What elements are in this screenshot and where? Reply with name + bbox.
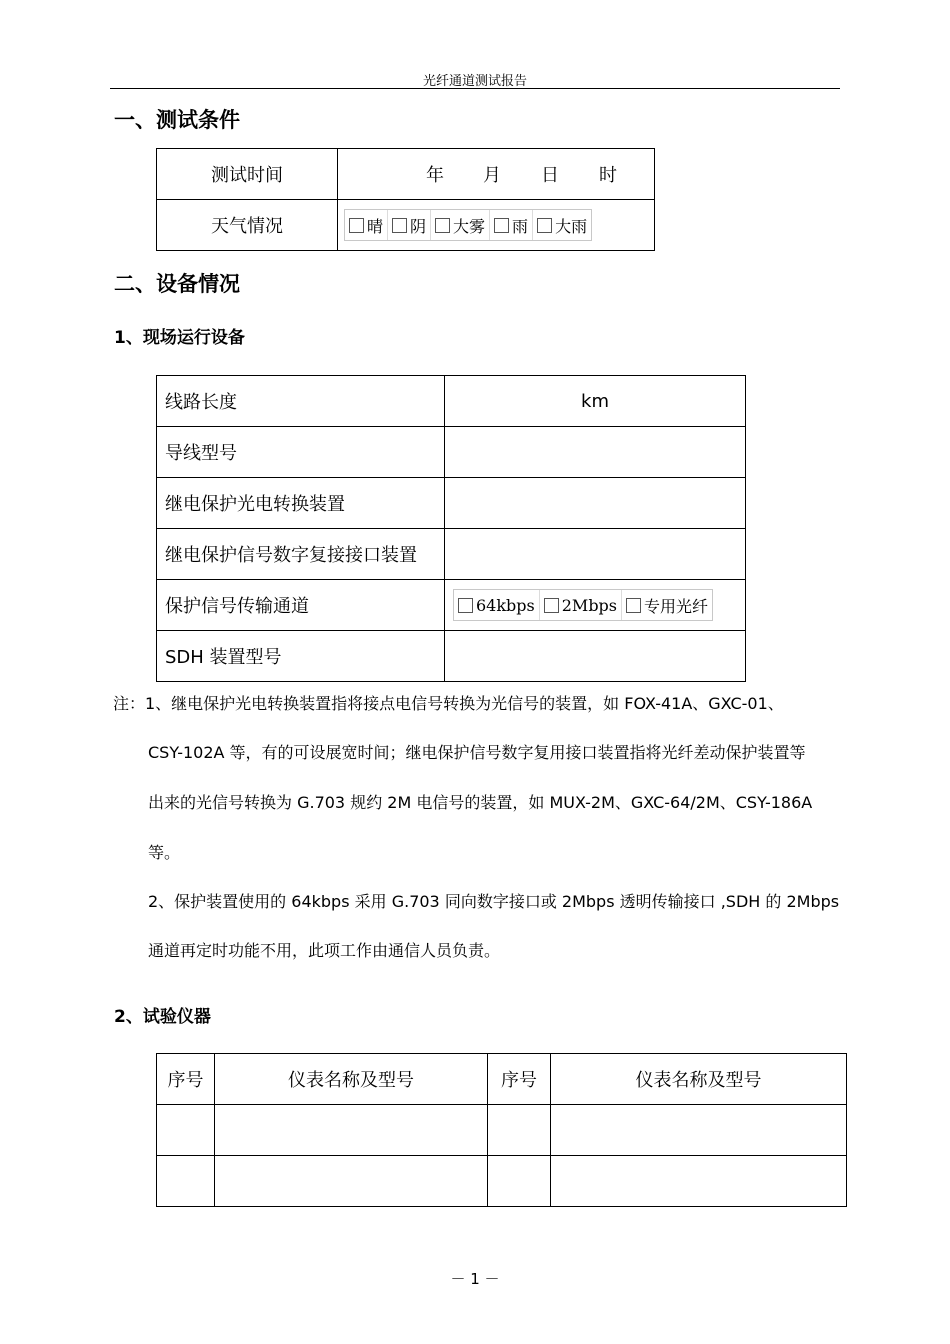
page-header-title: 光纤通道测试报告 bbox=[422, 74, 527, 89]
weather-option-sunny[interactable]: 晴 bbox=[345, 210, 388, 240]
weather-label: 天气情况 bbox=[157, 200, 338, 251]
note-2-line-2: 通道再定时功能不用，此项工作由通信人员负责。 bbox=[148, 941, 501, 960]
section-1-heading: 一、测试条件 bbox=[114, 108, 240, 132]
cell[interactable] bbox=[551, 1156, 847, 1207]
test-time-label: 测试时间 bbox=[157, 149, 338, 200]
checkbox-icon bbox=[537, 218, 552, 233]
row-label-channel: 保护信号传输通道 bbox=[157, 580, 445, 631]
cell[interactable] bbox=[551, 1105, 847, 1156]
unit-year: 年 bbox=[426, 165, 444, 186]
row-value-digital-interface[interactable] bbox=[445, 529, 746, 580]
unit-month: 月 bbox=[483, 165, 501, 186]
row-value-channel bbox=[445, 580, 746, 631]
col-header-no-1: 序号 bbox=[157, 1054, 215, 1105]
col-header-name-1: 仪表名称及型号 bbox=[215, 1054, 488, 1105]
channel-option-fiber[interactable]: 专用光纤 bbox=[622, 590, 712, 620]
weather-options bbox=[344, 209, 592, 241]
note-1-line-1: 注：1、继电保护光电转换装置指将接点电信号转换为光信号的装置，如 FOX-41A、GXC-01、 bbox=[113, 694, 784, 713]
channel-options bbox=[453, 589, 713, 621]
row-value-line-length[interactable]: km bbox=[445, 376, 746, 427]
test-time-value[interactable] bbox=[338, 149, 655, 200]
channel-option-64kbps[interactable]: 64kbps bbox=[454, 590, 540, 620]
weather-option-rain[interactable]: 雨 bbox=[490, 210, 533, 240]
channel-option-2mbps[interactable]: 2Mbps bbox=[540, 590, 622, 620]
row-label-digital-interface: 继电保护信号数字复接接口装置 bbox=[157, 529, 445, 580]
checkbox-icon bbox=[544, 598, 559, 613]
sub-1-heading: 1、现场运行设备 bbox=[114, 328, 245, 348]
cell[interactable] bbox=[157, 1105, 215, 1156]
row-label-converter: 继电保护光电转换装置 bbox=[157, 478, 445, 529]
page-number: － 1 － bbox=[450, 1270, 500, 1288]
row-value-converter[interactable] bbox=[445, 478, 746, 529]
section-2-heading: 二、设备情况 bbox=[114, 272, 240, 296]
unit-day: 日 bbox=[541, 165, 559, 186]
note-1-line-2: CSY-102A 等，有的可设展宽时间；继电保护信号数字复用接口装置指将光纤差动保护装置等 bbox=[148, 743, 806, 762]
row-value-conductor[interactable] bbox=[445, 427, 746, 478]
checkbox-icon bbox=[458, 598, 473, 613]
row-value-sdh[interactable] bbox=[445, 631, 746, 682]
cell[interactable] bbox=[215, 1105, 488, 1156]
table-row bbox=[157, 1105, 847, 1156]
cell[interactable] bbox=[215, 1156, 488, 1207]
unit-hour: 时 bbox=[599, 165, 617, 186]
checkbox-icon bbox=[494, 218, 509, 233]
note-1-line-3: 出来的光信号转换为 G.703 规约 2M 电信号的装置，如 MUX-2M、GXC-64/2M、CSY-186A bbox=[148, 793, 813, 812]
weather-option-heavy-rain[interactable]: 大雨 bbox=[533, 210, 591, 240]
header-rule bbox=[110, 88, 840, 89]
checkbox-icon bbox=[435, 218, 450, 233]
checkbox-icon bbox=[392, 218, 407, 233]
cell[interactable] bbox=[488, 1105, 551, 1156]
col-header-name-2: 仪表名称及型号 bbox=[551, 1054, 847, 1105]
test-conditions-table bbox=[156, 148, 655, 251]
note-2-line-1: 2、保护装置使用的 64kbps 采用 G.703 同向数字接口或 2Mbps 透明传输接口 ,SDH 的 2Mbps bbox=[148, 892, 840, 911]
checkbox-icon bbox=[349, 218, 364, 233]
row-label-sdh: SDH 装置型号 bbox=[157, 631, 445, 682]
note-1-line-4: 等。 bbox=[148, 843, 181, 862]
cell[interactable] bbox=[488, 1156, 551, 1207]
cell[interactable] bbox=[157, 1156, 215, 1207]
checkbox-icon bbox=[626, 598, 641, 613]
row-label-line-length: 线路长度 bbox=[157, 376, 445, 427]
sub-2-heading: 2、试验仪器 bbox=[114, 1007, 211, 1027]
weather-option-fog[interactable]: 大雾 bbox=[431, 210, 490, 240]
equipment-table bbox=[156, 375, 746, 682]
table-row bbox=[157, 1156, 847, 1207]
col-header-no-2: 序号 bbox=[488, 1054, 551, 1105]
weather-option-cloudy[interactable]: 阴 bbox=[388, 210, 431, 240]
row-label-conductor: 导线型号 bbox=[157, 427, 445, 478]
instruments-table bbox=[156, 1053, 847, 1207]
weather-options-cell bbox=[338, 200, 655, 251]
